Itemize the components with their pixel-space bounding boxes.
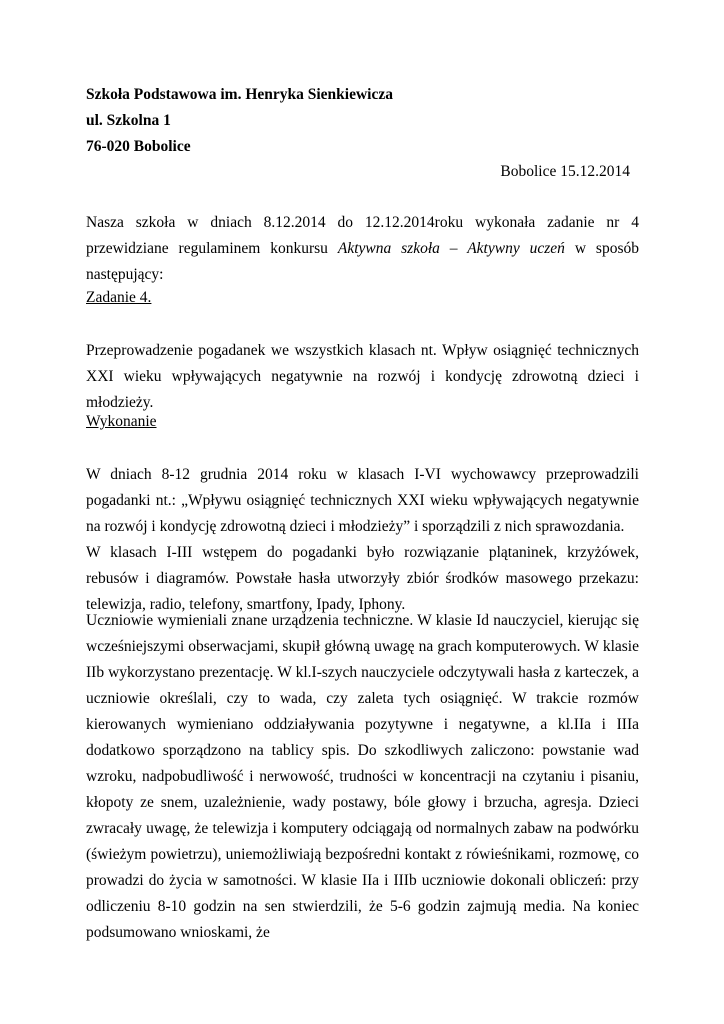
school-name: Szkoła Podstawowa im. Henryka Sienkiewicza: [86, 86, 393, 103]
execution-p3-line: nerwowość, trudności w koncentracji na czytaniu i pisaniu, kłopoty ze snem, uzależnienie,: [86, 768, 640, 811]
execution-p1-line: zdrowotną dzieci i młodzieży” i sporządzili z nich sprawozdania.: [220, 518, 625, 535]
intro-line-2-after: w sposób następujący:: [86, 240, 639, 283]
execution-p2-line: W klasach I-III wstępem do pogadanki było rozwiązanie plątaninek, krzyżówek,: [86, 544, 639, 561]
intro-paragraph: [86, 210, 639, 288]
execution-p3-line: Uczniowie wymieniali znane urządzenia techniczne. W klasie Id nauczyciel, kierując się: [86, 612, 639, 629]
execution-paragraph-2: [86, 540, 639, 618]
place-date: Bobolice 15.12.2014: [500, 163, 630, 180]
execution-p3-line: tablicy spis. Do szkodliwych zaliczono: powstanie wad wzroku, nadpobudliwość i: [86, 742, 640, 785]
execution-paragraph-1: [86, 462, 639, 540]
intro-line-2-before: regulaminem konkursu: [178, 240, 338, 257]
contest-name: Aktywna szkoła – Aktywny uczeń: [337, 240, 565, 257]
task-heading: Zadanie 4.: [86, 289, 152, 306]
school-city: 76-020 Bobolice: [86, 138, 191, 155]
execution-p3-line: sen stwierdzili, że 5-6 godzin zajmują media. Na koniec podsumowano wnioskami, że: [86, 898, 639, 941]
execution-p1-line: „Wpływu osiągnięć technicznych XXI wieku wpływających negatywnie na rozwój i kondycję: [86, 492, 639, 535]
execution-p3-line: uczniowie określali, czy to wada, czy zaleta tych osiągnięć. W trakcie rozmów kierowanych: [86, 690, 639, 733]
execution-paragraph-3: [86, 608, 639, 946]
intro-line-1: Nasza szkoła w dniach 8.12.2014 do 12.12.2014roku wykonała zadanie nr 4 przewidziane: [86, 214, 639, 257]
execution-p3-line: wykorzystano prezentację. W kl.I-szych nauczyciele odczytywali hasła z karteczek, a: [108, 664, 640, 681]
execution-p3-line: uniemożliwiają bezpośredni kontakt z rówieśnikami, rozmowę, co prowadzi do życia w: [86, 846, 640, 889]
execution-p3-line: wymieniano oddziaływania pozytywne i negatywne, a kl.IIa i IIIa dodatkowo sporządzono na: [86, 716, 639, 759]
task-paragraph: [86, 338, 639, 416]
execution-p1-line: W dniach 8-12 grudnia 2014 roku w klasach I-VI wychowawcy przeprowadzili pogadanki nt.:: [86, 466, 639, 509]
school-street: ul. Szkolna 1: [86, 112, 171, 129]
task-line-2: wieku wpływających negatywnie na rozwój i kondycję zdrowotną dzieci i młodzieży.: [86, 368, 639, 411]
execution-p2-line: rebusów i diagramów. Powstałe hasła utworzyły zbiór środków masowego przekazu:: [86, 570, 639, 587]
execution-p3-line: komputery odciągają od normalnych zabaw na podwórku (świeżym powietrzu),: [86, 820, 640, 863]
execution-p3-line: samotności. W klasie IIa i IIIb uczniowie dokonali obliczeń: przy odliczeniu 8-10 godzin na: [86, 872, 640, 915]
execution-p3-line: wady postawy, bóle głowy i brzucha, agresja. Dzieci zwracały uwagę, że telewizja i: [86, 794, 640, 837]
execution-p3-line: wcześniejszymi obserwacjami, skupił główną uwagę na grach komputerowych. W klasie IIb: [86, 638, 639, 681]
execution-p2-line: telewizja, radio, telefony, smartfony, Ipady, Iphony.: [86, 596, 406, 613]
execution-heading: Wykonanie: [86, 413, 157, 430]
intro-line-2: [86, 240, 639, 283]
task-line-1: Przeprowadzenie pogadanek we wszystkich klasach nt. Wpływ osiągnięć technicznych XXI: [86, 342, 639, 385]
